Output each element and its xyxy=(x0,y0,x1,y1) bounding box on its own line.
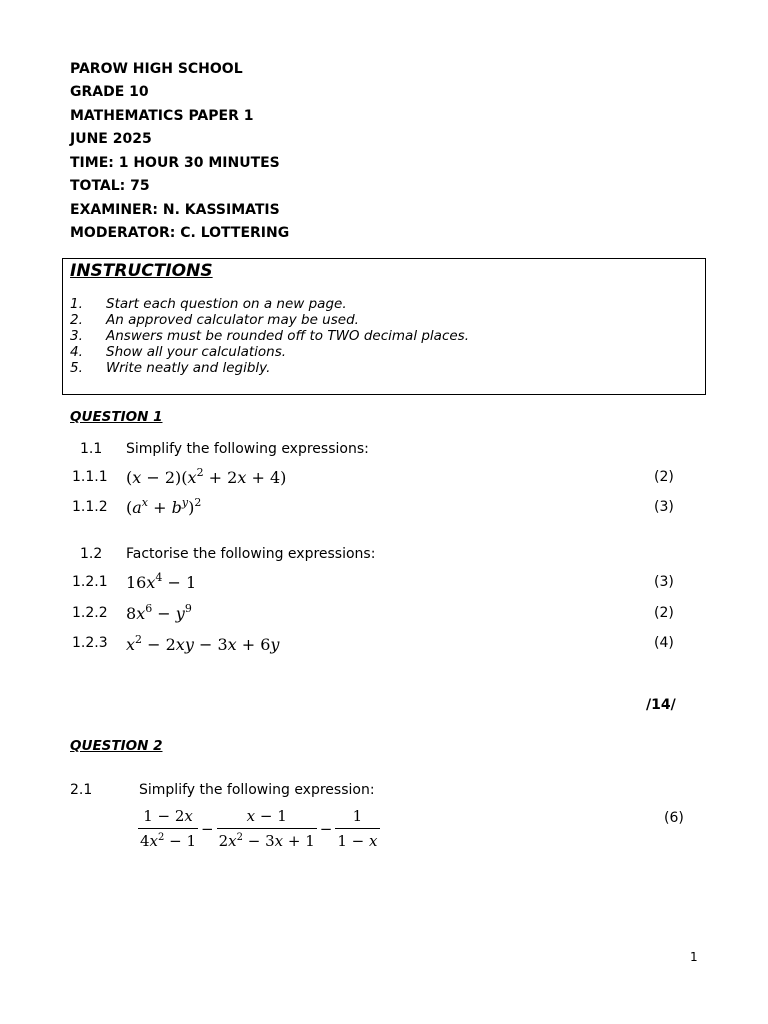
question-1-total: /14/ xyxy=(646,697,676,713)
instruction-item xyxy=(70,344,286,360)
fraction-expression xyxy=(138,806,380,851)
marks: (6) xyxy=(664,810,684,826)
exam-total: TOTAL: 75 xyxy=(70,178,150,194)
question-1-title: QUESTION 1 xyxy=(70,409,163,425)
question-text: Simplify the following expression: xyxy=(139,782,375,798)
instruction-number: 2. xyxy=(70,312,83,328)
grade: GRADE 10 xyxy=(70,84,149,100)
fraction: $\frac{x - 1}{2x^2 - 3x + 1}$ xyxy=(218,807,315,850)
fraction: $\frac{1 - 2x}{4x^2 - 1}$ xyxy=(140,807,197,850)
minus-sign: − xyxy=(319,819,333,838)
instruction-item xyxy=(70,296,347,312)
math-expression: $x^2 - 2xy - 3x + 6y$ xyxy=(126,633,280,654)
moderator: MODERATOR: C. LOTTERING xyxy=(70,225,290,241)
instructions-title: INSTRUCTIONS xyxy=(70,261,213,281)
marks: (3) xyxy=(654,499,674,515)
sub-question-number: 1.1.1 xyxy=(72,469,108,485)
instruction-text: Start each question on a new page. xyxy=(106,296,347,312)
instruction-item xyxy=(70,312,359,328)
sub-question-number: 1.2.3 xyxy=(72,635,108,651)
exam-date: JUNE 2025 xyxy=(70,131,152,147)
fraction: $\frac{1}{1 - x}$ xyxy=(337,807,378,850)
instruction-item xyxy=(70,328,469,344)
question-number: 2.1 xyxy=(70,782,93,798)
instructions-box xyxy=(62,258,706,395)
question-2-title: QUESTION 2 xyxy=(70,738,163,754)
instruction-text: Show all your calculations. xyxy=(106,344,287,360)
marks: (2) xyxy=(654,605,674,621)
marks: (4) xyxy=(654,635,674,651)
question-number: 1.2 xyxy=(80,546,103,562)
instruction-number: 5. xyxy=(70,360,83,376)
instruction-item xyxy=(70,360,270,376)
instruction-text: Answers must be rounded off to TWO decimal places. xyxy=(106,328,470,344)
math-expression: $(x - 2)(x^2 + 2x + 4)$ xyxy=(126,466,287,487)
sub-question-number: 1.2.1 xyxy=(72,574,108,590)
sub-question-number: 1.1.2 xyxy=(72,499,108,515)
question-number: 1.1 xyxy=(80,441,103,457)
question-text: Factorise the following expressions: xyxy=(126,546,376,562)
question-text: Simplify the following expressions: xyxy=(126,441,369,457)
marks: (3) xyxy=(654,574,674,590)
minus-sign: − xyxy=(201,819,214,838)
examiner: EXAMINER: N. KASSIMATIS xyxy=(70,202,280,218)
instruction-number: 1. xyxy=(70,296,83,312)
instruction-number: 4. xyxy=(70,344,83,360)
math-expression: $(a^x + b^y)^2$ xyxy=(126,496,202,517)
instruction-number: 3. xyxy=(70,328,83,344)
school-name: PAROW HIGH SCHOOL xyxy=(70,61,243,77)
paper-title: MATHEMATICS PAPER 1 xyxy=(70,108,254,124)
page-number: 1 xyxy=(690,950,698,964)
math-expression: $8x^6 - y^9$ xyxy=(126,602,192,623)
math-expression: $16x^4 - 1$ xyxy=(126,571,197,592)
exam-time: TIME: 1 HOUR 30 MINUTES xyxy=(70,155,280,171)
instruction-text: Write neatly and legibly. xyxy=(106,360,271,376)
instruction-text: An approved calculator may be used. xyxy=(106,312,359,328)
marks: (2) xyxy=(654,469,674,485)
sub-question-number: 1.2.2 xyxy=(72,605,108,621)
